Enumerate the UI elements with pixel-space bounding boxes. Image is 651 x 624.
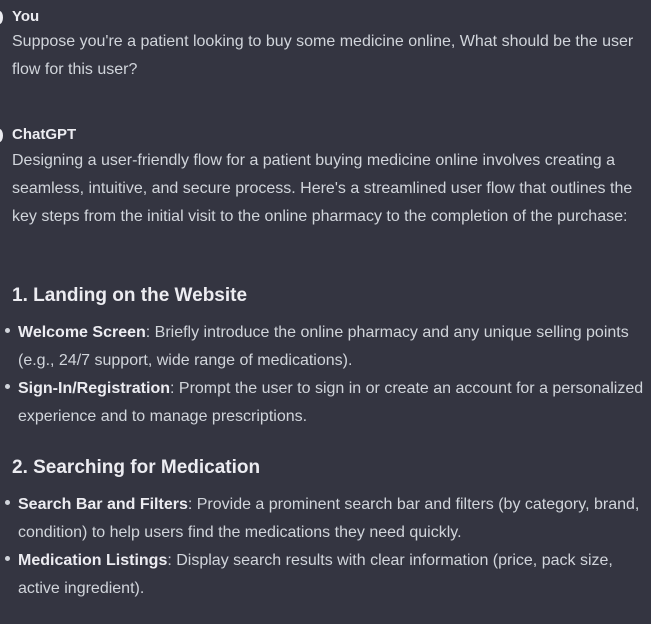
assistant-intro-text: Designing a user-friendly flow for a patient buying medicine online involves creating a seamless, intuitive, and secure process. Here's a streamlined user flow that outlines the key steps from the initial visit to the online pharmacy to the completion of the purchase:	[12, 152, 633, 225]
user-speaker-label: You	[12, 8, 40, 25]
user-avatar	[0, 11, 3, 24]
user-message-text: Suppose you're a patient looking to buy some medicine online, What should be the user flow for this user?	[12, 33, 634, 78]
bullet-marker	[5, 328, 10, 333]
list-item-title: Medication Listings	[18, 552, 168, 569]
list-item	[18, 491, 646, 547]
list-item-title: Sign-In/Registration	[18, 380, 170, 397]
list-item-text: : Provide a prominent search bar and filters (by category, brand, condition) to help users find the medications they need quickly.	[18, 496, 640, 541]
list-item-text: : Prompt the user to sign in or create an account for a personalized experience and to manage prescriptions.	[18, 380, 644, 425]
list-item-text: : Briefly introduce the online pharmacy and any unique selling points (e.g., 24/7 support, wide range of medications).	[18, 324, 629, 369]
list-item	[18, 319, 646, 375]
list-item-title: Welcome Screen	[18, 324, 146, 341]
section-heading: 1. Landing on the Website	[12, 285, 248, 306]
list-item-title: Search Bar and Filters	[18, 496, 188, 513]
list-item-text: : Display search results with clear information (price, pack size, active ingredient).	[18, 552, 613, 597]
section-heading: 2. Searching for Medication	[12, 457, 261, 478]
list-item	[18, 547, 646, 603]
bullet-marker	[5, 500, 10, 505]
bullet-marker	[5, 384, 10, 389]
list-item	[18, 375, 646, 431]
bullet-marker	[5, 556, 10, 561]
assistant-avatar	[0, 129, 3, 142]
assistant-speaker-label: ChatGPT	[12, 126, 77, 143]
